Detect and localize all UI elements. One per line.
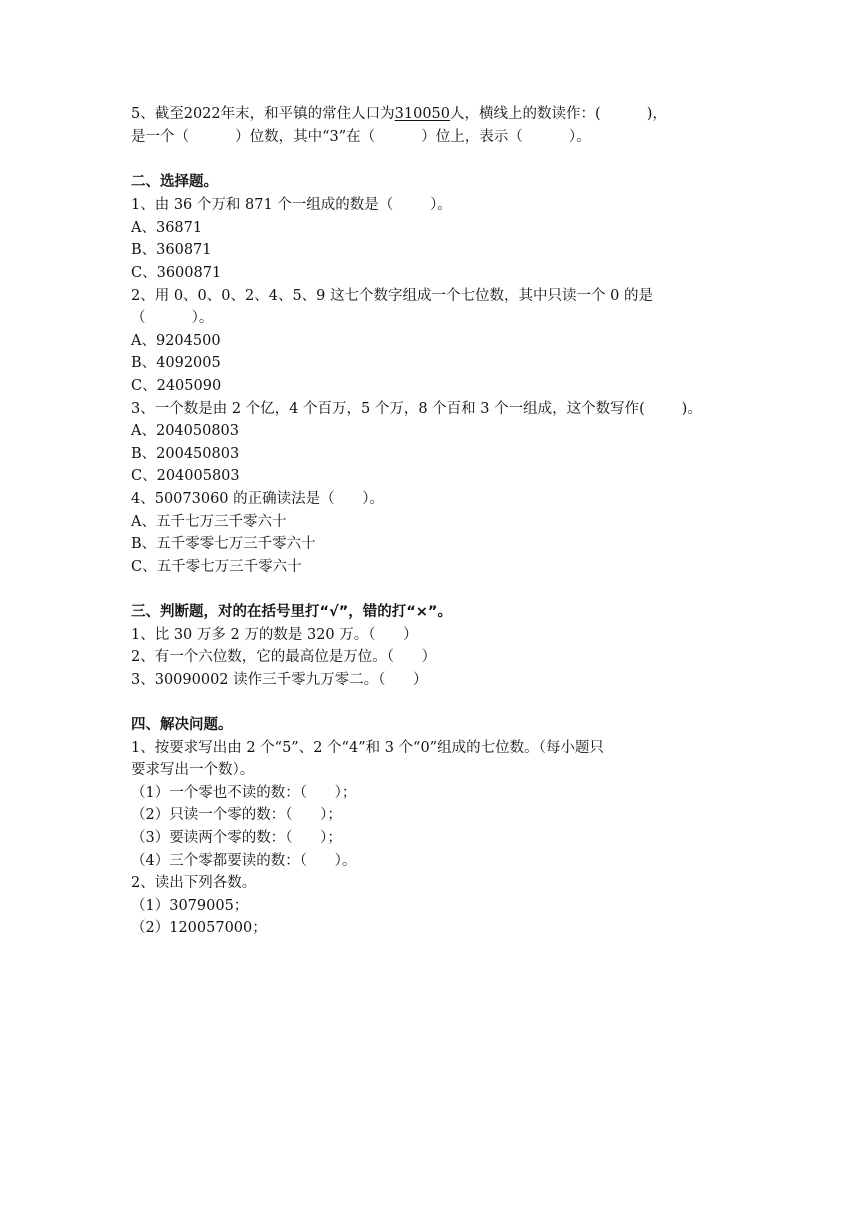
section-2-line: 2、用 0、0、0、2、4、5、9 这七个数字组成一个七位数，其中只读一个 0 的是	[131, 288, 653, 304]
section-2-line: B、200450803	[131, 446, 240, 462]
section-3-heading: 三、判断题，对的在括号里打“√”，错的打“×”。	[131, 604, 452, 620]
section-4-heading: 四、解决问题。	[131, 717, 233, 733]
section-2-line: A、五千七万三千零六十	[131, 514, 287, 530]
section-2-line: B、五千零零七万三千零六十	[131, 536, 316, 552]
section-2-line: B、360871	[131, 242, 212, 258]
question-5-text-after: 人，横线上的数读作：( )，	[450, 106, 667, 122]
section-2-line: C、五千零七万三千零六十	[131, 559, 302, 575]
section-2-line: B、4092005	[131, 355, 221, 371]
section-3-line: 1、比 30 万多 2 万的数是 320 万。（ ）	[131, 627, 418, 643]
section-2-line: 3、一个数是由 2 个亿，4 个百万，5 个万，8 个百和 3 个一组成，这个数写作( )。	[131, 401, 702, 417]
section-4-line: 1、按要求写出由 2 个“5”、2 个“4”和 3 个“0”组成的七位数。（每小题只	[131, 740, 604, 756]
section-2-line: C、3600871	[131, 265, 222, 281]
section-4-line: （2）只读一个零的数：（ ）；	[131, 807, 342, 823]
section-2-line: 4、50073060 的正确读法是（ ）。	[131, 491, 385, 507]
section-2-line: A、9204500	[131, 333, 221, 349]
section-4-line: （1）3079005；	[131, 898, 249, 914]
section-2-heading: 二、选择题。	[131, 174, 218, 190]
section-2-line: C、204005803	[131, 468, 240, 484]
section-4-line: （3）要读两个零的数：（ ）；	[131, 830, 342, 846]
section-4-line: 2、读出下列各数。	[131, 875, 257, 891]
section-2-line: A、204050803	[131, 423, 239, 439]
section-4-line: （4）三个零都要读的数：（ ）。	[131, 853, 357, 869]
question-5-line-1	[131, 104, 667, 124]
section-4-line: 要求写出一个数）。	[131, 762, 255, 778]
section-4-line: （1）一个零也不读的数：（ ）；	[131, 785, 357, 801]
question-5-line-2: 是一个（ ）位数，其中“3”在（ ）位上，表示（ ）。	[131, 129, 591, 145]
question-5-text-before: 5、截至2022年末，和平镇的常住人口为	[131, 106, 395, 122]
section-3-line: 2、有一个六位数，它的最高位是万位。（ ）	[131, 649, 437, 665]
section-2-line: A、36871	[131, 220, 203, 236]
section-3-line: 3、30090002 读作三千零九万零二。（ ）	[131, 672, 428, 688]
section-2-line: （ ）。	[131, 310, 214, 326]
section-4-line: （2）120057000；	[131, 920, 267, 936]
section-2-line: 1、由 36 个万和 871 个一组成的数是（ ）。	[131, 197, 452, 213]
section-2-line: C、2405090	[131, 378, 222, 394]
underlined-population-number: 310050	[394, 106, 450, 122]
